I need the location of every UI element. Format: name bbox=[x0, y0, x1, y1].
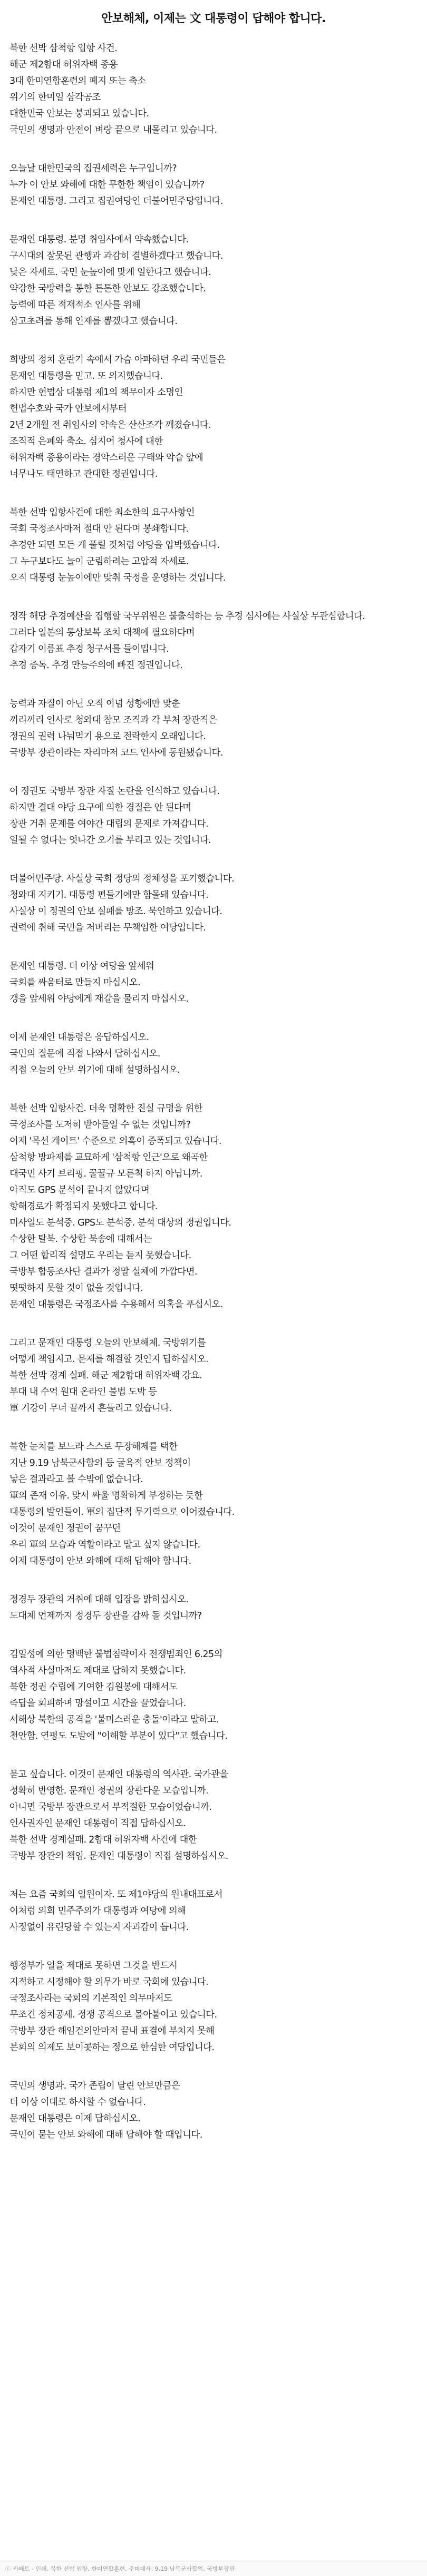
text-line: 지적하고 시정해야 할 의무가 바로 국회에 있습니다. bbox=[9, 1977, 209, 1987]
text-line: 이제 '목선 게이트' 수준으로 의혹이 증폭되고 있습니다. bbox=[9, 1136, 221, 1147]
text-line: 국민이 묻는 안보 와해에 대해 답해야 할 때입니다. bbox=[9, 2130, 202, 2140]
text-line: 이것이 문재인 정권이 꿈꾸던 bbox=[9, 1523, 121, 1534]
text-line: 수상한 탈북. 수상한 북송에 대해서는 bbox=[9, 1234, 152, 1245]
text-line: 하지만 헌법상 대통령 제1의 책무이자 소명인 bbox=[9, 387, 183, 398]
text-line: 오늘날 대한민국의 집권세력은 누구입니까? bbox=[9, 163, 177, 174]
text-line: 더불어민주당. 사실상 국회 정당의 정체성을 포기했습니다. bbox=[9, 874, 235, 884]
text-line: 이처럼 의회 민주주의가 대통령과 여당에 의해 bbox=[9, 1906, 186, 1916]
text-line: 아니면 국방부 장관으로서 부적절한 모습이었습니까. bbox=[9, 1802, 212, 1813]
text-line: 이 정권도 국방부 장관 자질 논란을 인식하고 있습니다. bbox=[9, 786, 220, 797]
text-line: 북한 선박 경계 실패. 해군 제2함대 허위자백 강요. bbox=[9, 1370, 202, 1381]
text-line: 하지만 결대 야당 요구에 의한 경질은 안 된다며 bbox=[9, 802, 191, 813]
text-line: 사정없이 유린당할 수 있는지 자괴감이 듭니다. bbox=[9, 1922, 189, 1933]
text-line: 이제 대통령이 안보 와해에 대해 답해야 합니다. bbox=[9, 1556, 191, 1566]
text-line: 저는 요즘 국회의 일원이자. 또 제1야당의 원내대표로서 bbox=[9, 1889, 222, 1900]
paragraph bbox=[9, 1958, 418, 2056]
paragraph bbox=[9, 1335, 418, 1417]
text-line: 문재인 대통령을 믿고. 또 의지했습니다. bbox=[9, 371, 163, 381]
text-line: 문재인 대통령. 더 이상 여당을 앞세워 bbox=[9, 961, 154, 972]
text-line: 즉답을 회피하며 망설이고 시간을 끌었습니다. bbox=[9, 1698, 186, 1709]
text-line: 지난 9.19 남북군사합의 등 굴욕적 안보 정책이 bbox=[9, 1458, 191, 1468]
paragraph bbox=[9, 232, 418, 330]
text-line: 북한 눈치를 보느라 스스로 무장해제를 택한 bbox=[9, 1442, 178, 1452]
paragraph bbox=[9, 609, 418, 674]
text-line: 그 어떤 합리적 설명도 우리는 듣지 못했습니다. bbox=[9, 1250, 191, 1261]
text-line: 부대 내 수억 원대 온라인 불법 도박 등 bbox=[9, 1387, 157, 1397]
text-line: 정권의 권력 나눠먹기 용으로 전락한지 오래입니다. bbox=[9, 731, 206, 742]
text-line: 낳은 결과라고 볼 수밖에 없습니다. bbox=[9, 1474, 143, 1485]
text-line: 아직도 GPS 분석이 끝나지 않았다며 bbox=[9, 1185, 150, 1196]
text-line: 어떻게 책임지고. 문제를 해결할 것인지 답하십시오. bbox=[9, 1354, 209, 1365]
text-line: 문재인 대통령은 이제 답하십시오. bbox=[9, 2113, 141, 2124]
text-line: 약강한 국방력을 통한 튼튼한 안보도 강조했습니다. bbox=[9, 283, 206, 294]
text-line: 북한 정권 수립에 기여한 김원봉에 대해서도 bbox=[9, 1682, 178, 1692]
text-line: 미사일도 분석중. GPS도 분석중. 분석 대상의 정권입니다. bbox=[9, 1218, 231, 1228]
text-line: 대통령의 발언들이. 軍의 집단적 무기력으로 이어졌습니다. bbox=[9, 1507, 235, 1517]
text-line: 김일성에 의한 명백한 불법침략이자 전쟁범죄인 6.25의 bbox=[9, 1649, 222, 1660]
text-line: 대한민국 안보는 붕괴되고 있습니다. bbox=[9, 109, 149, 119]
paragraph bbox=[9, 505, 418, 586]
text-line: 무조건 정치공세. 정쟁 공격으로 몰아붙이고 있습니다. bbox=[9, 2010, 217, 2020]
paragraph bbox=[9, 1101, 418, 1313]
footer-caption: ⓒ 카페트 - 인쇄, 북한 선박 입항, 한미연합훈련, 주미대사, 9.19 남북군사합의, 국방부장관 bbox=[0, 2561, 427, 2576]
text-line: 軍의 존재 이유. 맞서 싸울 명확하게 부정하는 듯한 bbox=[9, 1491, 203, 1501]
text-line: 대국민 사기 브리핑. 꿀꿀규 모른척 하지 아닙니까. bbox=[9, 1169, 202, 1179]
text-line: 항해경로가 확정되지 못했다고 합니다. bbox=[9, 1201, 158, 1212]
text-line: 갑자기 이름표 추경 청구서를 들이밉니다. bbox=[9, 644, 169, 654]
text-line: 직접 오늘의 안보 위기에 대해 설명하십시오. bbox=[9, 1065, 180, 1075]
text-line: 국민의 질문에 직접 나와서 답하십시오. bbox=[9, 1049, 160, 1059]
text-line: 문재인 대통령. 그리고 집권여당인 더불어민주당입니다. bbox=[9, 196, 223, 207]
text-line: 구시대의 잘못된 관행과 과감히 결별하겠다고 했습니다. bbox=[9, 251, 223, 261]
text-line: 삼척항 방파제를 교묘하게 '삼척항 인근'으로 왜곡한 bbox=[9, 1152, 208, 1163]
text-line: 우리 軍의 모습과 역할이라고 말고 싶지 않습니다. bbox=[9, 1540, 200, 1550]
text-line: 국민의 생명과 안전이 벼랑 끝으로 내몰리고 있습니다. bbox=[9, 125, 217, 135]
text-line: 위기의 한미일 삼각공조 bbox=[9, 92, 101, 103]
text-line: 갱을 앞세워 야당에게 재갈을 물리지 마십시오. bbox=[9, 994, 189, 1004]
article-body bbox=[0, 41, 427, 2143]
text-line: 능력에 따른 적재적소 인사를 위해 bbox=[9, 300, 141, 310]
paragraph bbox=[9, 958, 418, 1007]
text-line: 그 누구보다도 늘이 군림하려는 고압적 자세로. bbox=[9, 556, 189, 567]
text-line: 정작 해당 추경예산을 집행할 국무위원은 불출석하는 등 추경 심사에는 사실상 무관심합니다. bbox=[9, 611, 365, 622]
text-line: 더 이상 이대로 하시할 수 없습니다. bbox=[9, 2097, 146, 2108]
paragraph bbox=[9, 783, 418, 849]
text-line: 북한 선박 입항사건에 대한 최소한의 요구사항인 bbox=[9, 507, 195, 518]
text-line: 추경 증독. 추경 만능주의에 빠진 정권입니다. bbox=[9, 660, 183, 671]
text-line: 국정조사라는 국회의 기본적인 의무마저도 bbox=[9, 1993, 172, 2004]
text-line: 정확히 반영한. 문재인 정권의 장관다운 모습입니까. bbox=[9, 1786, 209, 1796]
text-line: 떳떳하지 못할 것이 없을 것입니다. bbox=[9, 1283, 143, 1294]
paragraph bbox=[9, 696, 418, 761]
text-line: 삼고초려를 통해 인재를 뽑겠다고 했습니다. bbox=[9, 316, 178, 327]
text-line: 국회를 싸움터로 만들지 마십시오. bbox=[9, 977, 141, 988]
text-line: 권력에 취해 국민을 저버리는 무책임한 여당입니다. bbox=[9, 923, 206, 933]
text-line: 3대 한미연합훈련의 폐지 또는 축소 bbox=[9, 76, 146, 86]
paragraph bbox=[9, 1592, 418, 1624]
text-line: 국방부 장관의 책임. 문재인 대통령이 직접 설명하십시오. bbox=[9, 1851, 228, 1862]
text-line: 국정조사를 도저히 받아들일 수 없는 것입니까? bbox=[9, 1120, 191, 1130]
text-line: 2년 2개월 전 취임사의 약속은 산산조각 깨졌습니다. bbox=[9, 420, 211, 430]
text-line: 장관 거취 문제를 여야간 대립의 문제로 가져갑니다. bbox=[9, 819, 209, 829]
paragraph bbox=[9, 2078, 418, 2143]
document-title: 안보해체, 이제는 文 대통령이 답해야 합니다. bbox=[101, 12, 326, 25]
text-line: 국방부 장관이라는 자리마저 코드 인사에 동원됐습니다. bbox=[9, 748, 223, 758]
paragraph bbox=[9, 1647, 418, 1745]
text-line: 국방부 장관 해임건의안마저 끝내 표결에 부치지 못해 bbox=[9, 2026, 215, 2036]
paragraph bbox=[9, 352, 418, 483]
text-line: 문재인 대통령은 국정조사를 수용해서 의혹을 푸십시오. bbox=[9, 1299, 223, 1310]
paragraph bbox=[9, 1439, 418, 1570]
text-line: 허위자백 종용이라는 경악스러운 구태와 악습 앞에 bbox=[9, 453, 203, 463]
text-line: 북한 선박 삼척항 입항 사건. bbox=[9, 43, 118, 54]
text-line: 이제 문재인 대통령은 응답하십시오. bbox=[9, 1032, 149, 1043]
text-line: 해군 제2함대 허위자백 종용 bbox=[9, 60, 118, 70]
text-line: 북한 선박 입항사건. 더욱 명확한 진실 규명을 위한 bbox=[9, 1103, 202, 1114]
paragraph bbox=[9, 1887, 418, 1936]
text-line: 인사권자인 문재인 대통령이 직접 답하십시오. bbox=[9, 1818, 186, 1829]
text-line: 그러다 일본의 통상보복 조치 대책에 필요하다며 bbox=[9, 628, 195, 638]
text-line: 조직적 은폐와 축소. 심지어 청사에 대한 bbox=[9, 436, 163, 447]
text-line: 그리고 문재인 대통령 오늘의 안보해체. 국방위기를 bbox=[9, 1338, 206, 1348]
text-line: 국방부 합동조사단 결과가 정말 실체에 가깝다면. bbox=[9, 1267, 197, 1277]
text-line: 문재인 대통령. 분명 취임사에서 약속했습니다. bbox=[9, 234, 189, 245]
text-line: 정경두 장관의 거취에 대해 입장을 밝히십시오. bbox=[9, 1594, 189, 1605]
paragraph bbox=[9, 871, 418, 936]
text-line: 끼리끼리 인사로 청와대 참모 조직과 각 부처 장관직은 bbox=[9, 715, 217, 726]
text-line: 일될 수 없다는 엇나간 오기를 부리고 있는 것입니다. bbox=[9, 835, 211, 846]
text-line: 서해상 북한의 공격을 '불미스러운 충돌'이라고 말하고. bbox=[9, 1715, 219, 1725]
text-line: 북한 선박 경계실패. 2함대 허위자백 사건에 대한 bbox=[9, 1835, 197, 1845]
text-line: 청와대 지키기. 대통령 편들기에만 함몰돼 있습니다. bbox=[9, 890, 209, 900]
text-line: 너무나도 태연하고 관대한 정권입니다. bbox=[9, 469, 158, 479]
text-line: 오직 대통령 눈높이에만 맞춰 국정을 운영하는 것입니다. bbox=[9, 573, 226, 583]
text-line: 軍 기강이 무너 끝까지 흔들리고 있습니다. bbox=[9, 1403, 172, 1414]
paragraph bbox=[9, 161, 418, 210]
text-line: 역사적 사실마저도 제대로 답하지 못했습니다. bbox=[9, 1666, 186, 1676]
text-line: 누가 이 안보 와해에 대한 무한한 책임이 있습니까? bbox=[9, 180, 205, 190]
text-line: 묻고 싶습니다. 이것이 문재인 대통령의 역사관. 국가관을 bbox=[9, 1769, 228, 1780]
text-line: 행정부가 일을 제대로 못하면 그것을 반드시 bbox=[9, 1961, 178, 1971]
text-line: 국회 국정조사마저 절대 안 된다며 봉쇄합니다. bbox=[9, 524, 189, 534]
paragraph bbox=[9, 1767, 418, 1865]
text-line: 헌법수호와 국가 안보에서부터 bbox=[9, 404, 127, 414]
text-line: 천안함. 연평도 도발에 "이해할 부분이 있다"고 했습니다. bbox=[9, 1731, 228, 1741]
text-line: 능력과 자질이 아닌 오직 이념 성향에만 맞춘 bbox=[9, 699, 180, 709]
paragraph bbox=[9, 1030, 418, 1079]
text-line: 본회의 의제도 보이콧하는 정으로 한심한 여당입니다. bbox=[9, 2042, 215, 2053]
text-line: 국민의 생명과. 국가 존립이 달린 안보만큼은 bbox=[9, 2081, 180, 2091]
text-line: 희망의 정치 혼란기 속에서 가슴 아파하던 우리 국민들은 bbox=[9, 355, 226, 365]
text-line: 낮은 자세로. 국민 눈높이에 맞게 일한다고 했습니다. bbox=[9, 267, 211, 278]
text-line: 도대체 언제까지 정경두 장관을 감싸 돌 것입니까? bbox=[9, 1611, 202, 1621]
text-line: 사실상 이 정권의 안보 실패를 방조. 묵인하고 있습니다. bbox=[9, 906, 222, 917]
text-line: 추경안 되면 모든 게 풀릴 것처럼 야당을 압박했습니다. bbox=[9, 540, 220, 551]
paragraph bbox=[9, 41, 418, 139]
